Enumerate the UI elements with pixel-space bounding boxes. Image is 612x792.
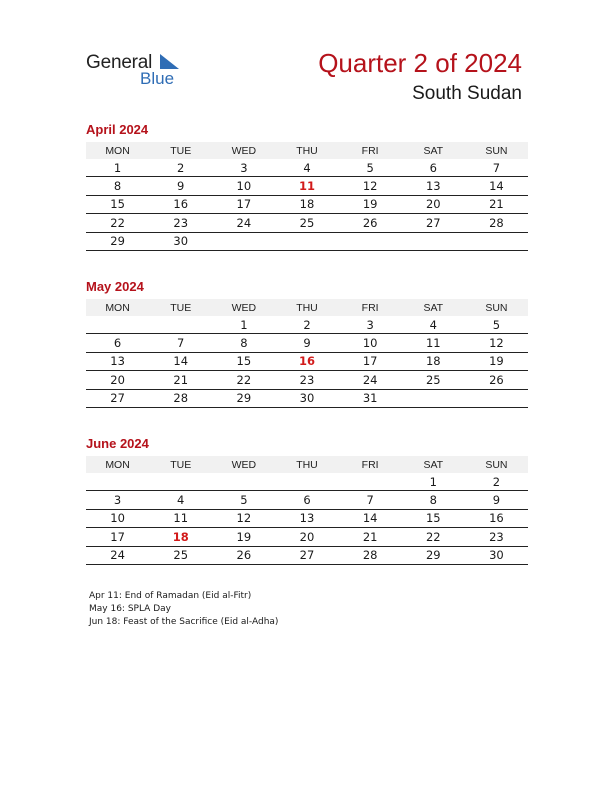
day-cell: 1	[86, 159, 149, 177]
day-cell: 27	[402, 214, 465, 232]
day-cell: 16	[465, 509, 528, 527]
month-april	[86, 121, 528, 251]
week-row	[86, 316, 528, 334]
calendar-table	[86, 456, 528, 565]
day-cell	[402, 389, 465, 407]
day-cell: 25	[402, 371, 465, 389]
month-title: June 2024	[86, 436, 149, 451]
day-cell	[86, 473, 149, 491]
day-cell: 26	[465, 371, 528, 389]
generalblue-logo	[86, 52, 196, 92]
page-title: Quarter 2 of 2024	[318, 48, 522, 78]
day-cell: 7	[149, 334, 212, 352]
day-cell: 13	[86, 352, 149, 370]
logo-flag-icon	[158, 54, 180, 70]
weekday-header: MON	[86, 456, 149, 473]
day-cell: 24	[86, 546, 149, 564]
month-june	[86, 435, 528, 565]
weekday-header: THU	[275, 142, 338, 159]
day-cell: 14	[465, 177, 528, 195]
day-cell: 11	[149, 509, 212, 527]
day-cell: 25	[149, 546, 212, 564]
weekday-header: THU	[275, 299, 338, 316]
day-cell: 19	[212, 528, 275, 546]
day-cell: 27	[275, 546, 338, 564]
day-cell: 23	[275, 371, 338, 389]
day-cell: 17	[339, 352, 402, 370]
day-cell: 10	[212, 177, 275, 195]
holiday-notes	[89, 590, 278, 629]
day-cell: 6	[86, 334, 149, 352]
day-cell: 18	[149, 528, 212, 546]
day-cell: 14	[339, 509, 402, 527]
day-cell: 29	[212, 389, 275, 407]
month-title: May 2024	[86, 279, 144, 294]
weekday-header: SAT	[402, 299, 465, 316]
month-may	[86, 278, 528, 408]
week-row	[86, 491, 528, 509]
logo-word-blue: Blue	[140, 69, 175, 88]
day-cell: 7	[465, 159, 528, 177]
calendar-table	[86, 299, 528, 408]
day-cell: 27	[86, 389, 149, 407]
country-name: South Sudan	[412, 83, 522, 104]
day-cell: 7	[339, 491, 402, 509]
week-row	[86, 159, 528, 177]
day-cell: 2	[275, 316, 338, 334]
week-row	[86, 214, 528, 232]
day-cell: 1	[402, 473, 465, 491]
day-cell: 17	[86, 528, 149, 546]
day-cell	[212, 473, 275, 491]
day-cell	[149, 473, 212, 491]
day-cell: 9	[149, 177, 212, 195]
day-cell: 16	[275, 352, 338, 370]
holiday-note: Jun 18: Feast of the Sacrifice (Eid al-Adha)	[89, 617, 279, 627]
week-row	[86, 371, 528, 389]
day-cell: 10	[86, 509, 149, 527]
week-row	[86, 509, 528, 527]
day-cell	[275, 473, 338, 491]
holiday-note: May 16: SPLA Day	[89, 604, 171, 614]
day-cell: 16	[149, 195, 212, 213]
day-cell: 17	[212, 195, 275, 213]
day-cell: 28	[339, 546, 402, 564]
week-row	[86, 473, 528, 491]
day-cell: 23	[149, 214, 212, 232]
day-cell: 8	[86, 177, 149, 195]
calendar-table	[86, 142, 528, 251]
day-cell: 9	[465, 491, 528, 509]
day-cell: 20	[275, 528, 338, 546]
day-cell	[149, 316, 212, 334]
day-cell: 20	[86, 371, 149, 389]
day-cell	[339, 232, 402, 250]
day-cell: 6	[275, 491, 338, 509]
weekday-header: SAT	[402, 456, 465, 473]
day-cell	[86, 316, 149, 334]
day-cell: 20	[402, 195, 465, 213]
day-cell: 19	[465, 352, 528, 370]
day-cell: 28	[465, 214, 528, 232]
weekday-header: FRI	[339, 456, 402, 473]
day-cell: 2	[465, 473, 528, 491]
weekday-header: SAT	[402, 142, 465, 159]
week-row	[86, 232, 528, 250]
day-cell: 3	[86, 491, 149, 509]
day-cell: 29	[402, 546, 465, 564]
week-row	[86, 334, 528, 352]
day-cell: 8	[212, 334, 275, 352]
day-cell	[402, 232, 465, 250]
day-cell: 25	[275, 214, 338, 232]
weekday-header: WED	[212, 142, 275, 159]
weekday-header: SUN	[465, 142, 528, 159]
logo-word-general: General	[86, 52, 153, 73]
day-cell	[465, 389, 528, 407]
day-cell: 2	[149, 159, 212, 177]
weekday-header: THU	[275, 456, 338, 473]
week-row	[86, 528, 528, 546]
day-cell: 9	[275, 334, 338, 352]
day-cell: 5	[339, 159, 402, 177]
day-cell: 30	[465, 546, 528, 564]
day-cell: 5	[465, 316, 528, 334]
day-cell: 18	[275, 195, 338, 213]
day-cell: 29	[86, 232, 149, 250]
day-cell: 4	[402, 316, 465, 334]
day-cell: 23	[465, 528, 528, 546]
day-cell	[465, 232, 528, 250]
weekday-header: WED	[212, 456, 275, 473]
day-cell: 22	[402, 528, 465, 546]
day-cell: 13	[275, 509, 338, 527]
day-cell: 11	[275, 177, 338, 195]
day-cell: 31	[339, 389, 402, 407]
day-cell: 22	[86, 214, 149, 232]
day-cell: 24	[212, 214, 275, 232]
week-row	[86, 546, 528, 564]
day-cell: 21	[339, 528, 402, 546]
day-cell: 15	[86, 195, 149, 213]
day-cell: 10	[339, 334, 402, 352]
day-cell: 26	[212, 546, 275, 564]
day-cell: 21	[465, 195, 528, 213]
week-row	[86, 177, 528, 195]
day-cell: 4	[149, 491, 212, 509]
day-cell: 22	[212, 371, 275, 389]
day-cell: 8	[402, 491, 465, 509]
weekday-header: MON	[86, 142, 149, 159]
weekday-header-row	[86, 142, 528, 159]
week-row	[86, 389, 528, 407]
day-cell: 24	[339, 371, 402, 389]
day-cell: 12	[212, 509, 275, 527]
holiday-note: Apr 11: End of Ramadan (Eid al-Fitr)	[89, 591, 252, 601]
day-cell	[212, 232, 275, 250]
weekday-header: WED	[212, 299, 275, 316]
weekday-header: SUN	[465, 456, 528, 473]
day-cell: 12	[339, 177, 402, 195]
day-cell: 19	[339, 195, 402, 213]
day-cell: 15	[402, 509, 465, 527]
day-cell: 6	[402, 159, 465, 177]
day-cell	[275, 232, 338, 250]
week-row	[86, 352, 528, 370]
day-cell: 18	[402, 352, 465, 370]
day-cell: 30	[275, 389, 338, 407]
weekday-header: TUE	[149, 142, 212, 159]
weekday-header-row	[86, 456, 528, 473]
week-row	[86, 195, 528, 213]
day-cell: 15	[212, 352, 275, 370]
day-cell: 21	[149, 371, 212, 389]
weekday-header: SUN	[465, 299, 528, 316]
day-cell: 13	[402, 177, 465, 195]
weekday-header: MON	[86, 299, 149, 316]
day-cell: 30	[149, 232, 212, 250]
month-title: April 2024	[86, 122, 149, 137]
day-cell: 28	[149, 389, 212, 407]
day-cell: 1	[212, 316, 275, 334]
day-cell: 4	[275, 159, 338, 177]
weekday-header-row	[86, 299, 528, 316]
day-cell: 5	[212, 491, 275, 509]
weekday-header: FRI	[339, 299, 402, 316]
day-cell: 3	[339, 316, 402, 334]
weekday-header: TUE	[149, 456, 212, 473]
day-cell: 11	[402, 334, 465, 352]
day-cell: 3	[212, 159, 275, 177]
day-cell: 12	[465, 334, 528, 352]
day-cell: 14	[149, 352, 212, 370]
day-cell: 26	[339, 214, 402, 232]
weekday-header: TUE	[149, 299, 212, 316]
weekday-header: FRI	[339, 142, 402, 159]
day-cell	[339, 473, 402, 491]
